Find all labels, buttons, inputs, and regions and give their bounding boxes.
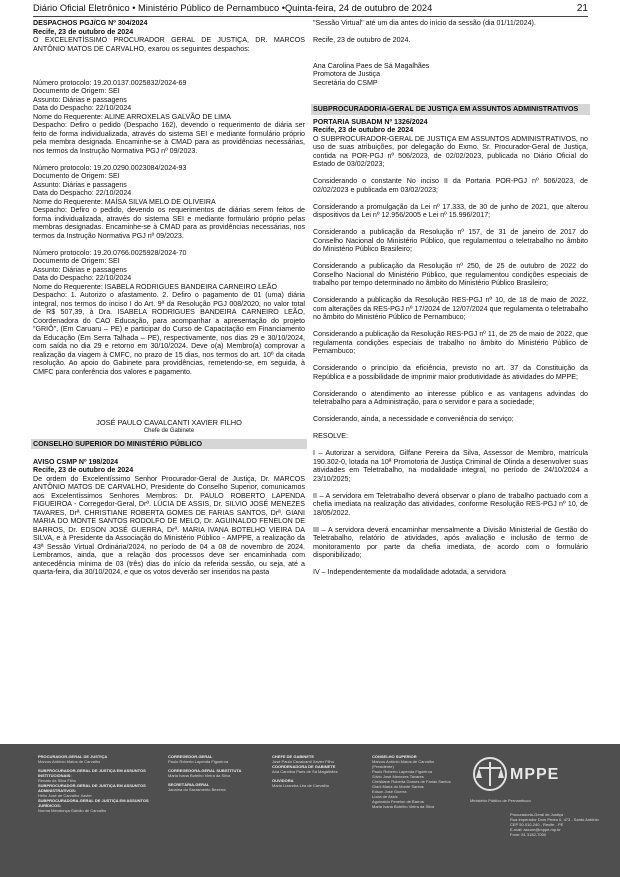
footer-heading: SUBPROCURADOR-GERAL DE JUSTIÇA EM ASSUNTOS ADMINISTRATIVOS: — [38, 783, 146, 793]
footer-name: Maria Lizandra Lira de Carvalho — [272, 783, 329, 788]
despacho-body: Despacho: Defiro o pedido, devendo os requerimentos de diárias serem feitos de forma individualizada, através do sistema SEI e mediante formulário próprio pelas membras designadas. Encaminhe-se à CMAD para as providências necessárias, nos termos da Instrução Normativa PGJ nº 09/2023. — [33, 206, 305, 240]
protocol-line: Número protocolo: 19.20.0290.0023084/2024-93 — [33, 163, 187, 172]
footer-name: Marcos Antônio Matos de Carvalho — [372, 759, 435, 764]
despachos-intro: O EXCELENTÍSSIMO PROCURADOR GERAL DE JUSTIÇA, DR. MARCOS ANTÔNIO MATOS DE CARVALHO, exarou os seguintes despachos: — [33, 36, 305, 53]
origin-line: Documento de Origem: SEI — [33, 257, 120, 265]
footer-heading: CORREGEDORA-GERAL SUBSTITUTA — [168, 768, 242, 773]
footer-name: Norma Mendonça Galvão de Carvalho — [38, 808, 107, 813]
page-footer — [0, 744, 620, 877]
address-line: Fone: 81 3182-7000 — [510, 832, 547, 837]
footer-name: Edson José Guerra — [372, 789, 407, 794]
footer-name: Giani Maria do Monte Santos — [372, 784, 424, 789]
footer-name: Renato da Silva Filho — [38, 778, 77, 783]
despacho-item — [33, 79, 305, 156]
footer-col-3 — [272, 754, 367, 788]
aviso-signer-name: Ana Carolina Paes de Sá Magalhães — [313, 61, 430, 70]
requester-line: Nome do Requerente: ISABELA RODRIGUES BANDEIRA CARNEIRO LEÃO — [33, 282, 278, 291]
portaria-paragraph: I – Autorizar a servidora, Gilfane Pereira da Silva, Assessor de Membro, matrícula 190.302-0, lotada na 10ª Promotoria de Justiça Criminal de Olinda a desenvolver suas atividades em Teletrabalho, na modalidade integral, no período de 24/10/2024 a 23/10/2025; — [313, 449, 588, 483]
portaria-paragraph: Considerando, ainda, a necessidade e conveniência do serviço; — [313, 415, 514, 423]
scales-emblem-icon — [470, 754, 510, 798]
footer-name: (Presidente) — [372, 764, 394, 769]
logo-subtitle: Ministério Público de Pernambuco — [470, 798, 531, 803]
header-title: Diário Oficial Eletrônico • Ministério Público de Pernambuco •Quinta-feira, 24 de outubro de 2024 — [33, 3, 433, 13]
section-csmp: CONSELHO SUPERIOR DO MINISTÉRIO PÚBLICO — [31, 439, 307, 450]
signature-role: Chefe de Gabinete — [143, 428, 195, 434]
footer-name: Maria Ivana Botelho Vieira da Silva — [372, 804, 435, 809]
portaria-paragraph: III – A servidora deverá encaminhar mensalmente a Divisão Ministerial de Gestão do Teletrabalho, relatório de atividades, após avaliação e inclusão de termo de monitoramento por parte da chefia imediata, de acordo com o formulário disponibilizado; — [313, 525, 588, 559]
page-number: 21 — [576, 3, 588, 14]
footer-name: Sílvio José Menezes Tavares — [372, 774, 424, 779]
portaria-paragraph: Considerando a promulgação da Lei nº 17.333, de 30 de junho de 2021, que alterou dispositivos da Lei nº 12.956/2005 e Lei nº 15.996/2017; — [313, 202, 588, 219]
footer-name: Paulo Roberto Lapenda Figueiroa — [372, 769, 433, 774]
address-line: CEP 50.010-240 - Recife - PE — [510, 822, 564, 827]
footer-heading: PROCURADOR-GERAL DE JUSTIÇA — [38, 754, 108, 759]
footer-heading: SECRETÁRIA-GERAL — [168, 782, 210, 787]
protocol-line: Número protocolo: 19.20.0766.0025928/2024-70 — [33, 248, 187, 257]
portaria-paragraph: Considerando a publicação da Resolução RES-PGJ nº 11, de 25 de maio de 2022, que regulamenta condições especiais de trabalho no âmbito do Ministério Público de Pernambuco; — [313, 330, 588, 355]
despacho-item — [33, 249, 305, 377]
footer-heading: OUVIDORA — [272, 778, 294, 783]
despachos-date: Recife, 23 de outubro de 2024 — [33, 27, 134, 36]
footer-name: José Paulo Cavalcanti Xavier Filho — [272, 759, 334, 764]
portaria-paragraph: Considerando o atendimento ao interesse público e as vantagens advindas do teletrabalho para a Administração, para o servidor e para a sociedade; — [313, 389, 588, 406]
portaria-paragraph: Considerando o constante No inciso II da Portaria POR-PGJ nº 506/2023, de 02/02/2023 e publicada em 03/02/2023; — [313, 177, 588, 194]
portaria-paragraph: II – A servidora em Teletrabalho deverá observar o plano de trabalho pactuado com a chefia imediata na realização das atividades, conforme Resolução RES-PGJ nº 10, de 18/05/2022. — [313, 491, 588, 517]
portaria-paragraph: Considerando a publicação da Resolução nº 157, de 31 de janeiro de 2017 do Conselho Nacional do Ministério Público, que regulamentou o teletrabalho no âmbito do Ministério Público Brasileiro; — [313, 228, 588, 253]
address-line: E-mail: ascom@mppe.mp.br — [510, 827, 561, 832]
portaria-paragraph: IV – Independentemente da modalidade adotada, a servidora — [313, 568, 506, 576]
aviso-continuation: "Sessão Virtual" até um dia antes do início da sessão (dia 01/11/2024). — [313, 19, 536, 27]
footer-heading: CORREGEDOR-GERAL — [168, 754, 213, 759]
footer-heading: SUBPROCURADOR-GERAL DE JUSTIÇA EM ASSUNTOS INSTITUCIONAIS: — [38, 768, 146, 778]
date-line: Data do Despacho: 22/10/2024 — [33, 189, 132, 197]
page-header — [33, 3, 588, 17]
date-line: Data do Despacho: 22/10/2024 — [33, 104, 132, 112]
despacho-body: Despacho: Defiro o pedido (Despacho 162), devendo o requerimento de diária ser feito de forma individualizada, através do sistema SEI e mediante formulário próprio pela membra designada. Encaminhe-se à CMAD para as providências necessárias, nos termos da Instrução Normativa PGJ nº 09/2023. — [33, 121, 305, 155]
footer-name: Ana Carolina Paes de Sá Magalhães — [272, 769, 338, 774]
aviso-signer-role: Promotora de Justiça — [313, 70, 381, 78]
footer-col-2 — [168, 754, 263, 792]
portaria-paragraph: Considerando a publicação da Resolução RES-PGJ nº 10, de 18 de maio de 2022, com alterações da RES-PGJ nº 17/2024 de 12/07/2024 que regulamenta o teletrabalho no âmbito do Ministério Público de Pernambuco; — [313, 296, 588, 321]
aviso-title: AVISO CSMP Nº 198/2024 — [33, 457, 119, 466]
origin-line: Documento de Origem: SEI — [33, 87, 120, 95]
origin-line: Documento de Origem: SEI — [33, 172, 120, 180]
aviso-date: Recife, 23 de outubro de 2024 — [33, 466, 134, 474]
subject-line: Assunto: Diárias e passagens — [33, 95, 127, 104]
footer-name: Aguinaldo Fenelon de Barros — [372, 799, 424, 804]
portaria-paragraph: O SUBPROCURADOR-GERAL DE JUSTIÇA EM ASSUNTOS ADMINISTRATIVOS, no uso de suas atribuições, por delegação do Exmo. Sr. Procurador-Geral de Justiça, contida na POR-PGJ nº 506/2023, de 02/02/2023, publicada no Diário Oficial do Estado de 03/02/2023; — [313, 134, 588, 168]
signature-name: JOSÉ PAULO CAVALCANTI XAVIER FILHO — [96, 417, 242, 427]
despacho-item — [33, 164, 305, 241]
mppe-logo — [470, 754, 599, 837]
footer-name: Paulo Roberto Lapenda Figueiroa — [168, 759, 229, 764]
subject-line: Assunto: Diárias e passagens — [33, 180, 127, 189]
right-column — [313, 19, 588, 577]
portaria-date: Recife, 23 de outubro de 2024 — [313, 126, 414, 134]
footer-col-4 — [372, 754, 464, 809]
footer-name: Hélio José de Carvalho Xavier — [38, 793, 92, 798]
protocol-line: Número protocolo: 19.20.0137.0025832/2024-69 — [33, 78, 187, 87]
footer-heading: COORDENADORA DE GABINETE — [272, 764, 336, 769]
despacho-body: Despacho: 1. Autorizo o afastamento. 2. Defiro o pagamento de 01 (uma) diária integral, nos termos do inciso I do Art. 9ª da Resolução PGJ 008/2020, no valor total de R$ 507,39, à Dra. ISABELA RODRIGUES BANDEIRA CARNEIRO LEÃO, Coordenadora do CAO Educação, para acompanhar a apresentação do projeto "GRIÔ", (Em Caruaru – PE) e participar do Curso de Capacitação em Financiamento da Educação (Em Serra Talhada – PE), respectivamente, nos dias 29 e 30/10/2024, com saída no dia 29 e retorno em 30/10/2024. Deve o(a) Membro(a) comprovar a realização da viagem à CMFC, no prazo de 15 dias, nos termos do art. 10º da citada resolução. Ao apoio do Gabinete para providências, remetendo-se, em seguida, à CMFC para conferência dos valores e pagamento. — [33, 291, 305, 376]
aviso-signer-office: Secretária do CSMP — [313, 78, 378, 87]
footer-name: Maria Ivana Botelho Vieira da Silva — [168, 773, 231, 778]
aviso-place-date: Recife, 23 de outubro de 2024. — [313, 36, 411, 44]
portaria-resolve: RESOLVE: — [313, 432, 348, 440]
address-line: Procuradoria-Geral de Justiça — [510, 812, 564, 817]
footer-name: Christiane Roberta Gomes de Farias Santos — [372, 779, 451, 784]
footer-col-1 — [38, 754, 158, 813]
footer-name: Janaína do Sacramento Bezerra — [168, 787, 226, 792]
footer-name: Lúcia de Assis — [372, 794, 398, 799]
footer-heading: CONSELHO SUPERIOR — [372, 754, 417, 759]
requester-line: Nome do Requerente: ALINE ARROXELAS GALVÃO DE LIMA — [33, 112, 231, 121]
date-line: Data do Despacho: 22/10/2024 — [33, 274, 132, 282]
left-column — [33, 19, 305, 577]
footer-address — [510, 812, 600, 837]
subject-line: Assunto: Diárias e passagens — [33, 265, 127, 274]
portaria-title: PORTARIA SUBADM Nº 1326/2024 — [313, 117, 428, 126]
requester-line: Nome do Requerente: MAÍSA SILVA MELO DE OLIVEIRA — [33, 197, 216, 206]
despachos-title: DESPACHOS PGJ/CG Nº 304/2024 — [33, 19, 148, 27]
address-line: Rua Imperador Dom Pedro II, 473 - Santo Antônio — [510, 817, 599, 822]
portaria-paragraph: Considerando o princípio da eficiência, previsto no art. 37 da Constituição da República e a possibilidade de imprimir maior produtividade às atividades do MPPE; — [313, 364, 588, 381]
footer-name: Marcos Antônio Matos de Carvalho — [38, 759, 101, 764]
section-subadm: SUBPROCURADORIA-GERAL DE JUSTIÇA EM ASSUNTOS ADMINISTRATIVOS — [311, 104, 590, 115]
logo-text: MPPE — [510, 766, 560, 783]
portaria-paragraph: Considerando a publicação da Resolução nº 250, de 25 de outubro de 2022 do Conselho Nacional do Ministério Público, que regulamentou condições especiais de trabalho por tempo determinado no âmbito do Ministério Público Brasileiro; — [313, 262, 588, 287]
aviso-body: De ordem do Excelentíssimo Senhor Procurador-Geral de Justiça, Dr. MARCOS ANTÔNIO MATOS DE CARVALHO, Presidente do Conselho Superior, comunicamos aos Excelentíssimos Senhores Membros: Dr. PAULO ROBERTO LAPENDA FIGUEIROA - Corregedor-Geral, Drª. LÚCIA DE ASSIS, Dr. SILVIO JOSÉ MENEZES TAVARES, Drª. CHRISTIANE ROBERTA GOMES DE FARIAS SANTOS, Drª. GIANI MARIA DO MONTE SANTOS RODOLFO DE MELO, Dr. AGUINALDO FENELON DE BARROS, Dr. EDSON JOSÉ GUERRA, Drª. MARIA IVANA BOTELHO VIEIRA DA SILVA, e à Presidente da Associação do Ministério Público - AMPPE, a realização da 43ª Sessão Virtual Ordinária/2024, no período de 04 a 08 de novembro de 2024. Lembramos, ainda, que a relação dos processos deve ser encaminhada com antecedência mínima de 03 (três) dias do início da referida sessão, ou seja, até a quarta-feira, dia 30/10/2024, e que os votos deverão ser inseridos na pasta — [33, 474, 305, 576]
footer-heading: SUBPROCURADORA-GERAL DE JUSTIÇA EM ASSUNTOS JURÍDICOS: — [38, 798, 149, 808]
footer-heading: CHEFE DE GABINETE — [272, 754, 315, 759]
